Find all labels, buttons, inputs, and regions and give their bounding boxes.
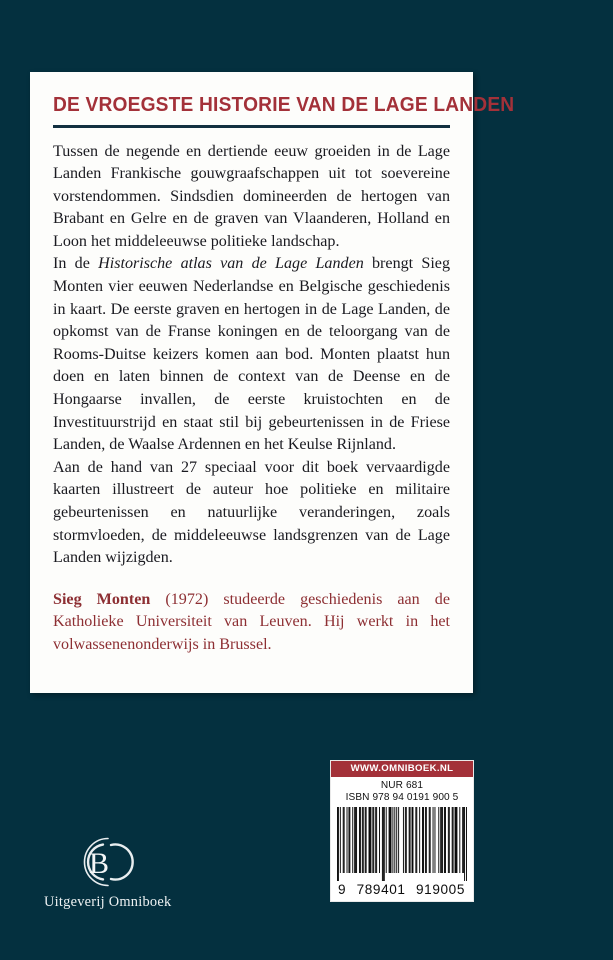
ean13-barcode-bars <box>337 807 467 881</box>
title-underline-rule <box>53 125 450 128</box>
barcode-block <box>330 760 474 902</box>
author-bio-text: (1972) studeerde geschiedenis aan de Katholieke Universiteit van Leuven. Hij werkt in het volwassenenonderwijs in Brussel. <box>53 590 450 653</box>
barcode-digit-group1: 789401 <box>356 882 406 898</box>
text-run: brengt Sieg Monten vier eeuwen Nederlandse en Belgische geschiedenis in kaart. De eerste graven en hertogen in de Lage Landen, de opkomst van de Franse koningen en de teloorgang van de Rooms-Duitse keizers komen aan bod. Monten plaatst hun doen en laten binnen de context van de Deense en de Hongaarse invallen, de eerste kruistochten en de Investituurstrijd en staat stil bij gebeurtenissen in de Friese Landen, de Waalse Ardennen en het Keulse Rijnland. <box>53 255 450 454</box>
barcode-digit-group2: 919005 <box>416 882 465 898</box>
book-title-italic: Historische atlas van de Lage Landen <box>98 255 364 273</box>
blurb-paragraph-1 <box>53 141 450 254</box>
omniboek-website-banner[interactable]: WWW.OMNIBOEK.NL <box>331 761 473 777</box>
omniboek-circle-b-logo-icon <box>62 833 134 891</box>
blurb-paragraph-3 <box>53 457 450 570</box>
author-bio <box>53 589 450 657</box>
author-name: Sieg Monten <box>53 590 151 608</box>
barcode-digit-left: 9 <box>338 882 347 898</box>
barcode-inner <box>331 777 473 901</box>
text-run: Aan de hand van 27 speciaal voor dit boek vervaardigde kaarten illustreert de auteur hoe politieke en militaire gebeurtenissen en natuurlijke veranderingen, zoals stormvloeden, de middeleeuwse landsgrenzen van de Lage Landen wijzigden. <box>53 458 450 567</box>
text-run: In de <box>53 255 99 273</box>
back-cover-text-card <box>30 72 515 693</box>
barcode-digits <box>337 882 467 897</box>
nur-code: NUR 681 <box>380 780 424 792</box>
logo-letter-b: B <box>88 847 110 880</box>
page-title: DE VROEGSTE HISTORIE VAN DE LAGE LANDEN <box>53 93 515 116</box>
publisher-logo-block <box>44 833 204 911</box>
publisher-name: Uitgeverij Omniboek <box>44 894 172 910</box>
isbn-code: ISBN 978 94 0191 900 5 <box>345 792 459 804</box>
text-run: Tussen de negende en dertiende eeuw groeiden in de Lage Landen Frankische gouwgraafschappen uit tot soevereine vorstendommen. Sindsdien domineerden de hertogen van Brabant en Gelre en de graven van Vlaanderen, Holland en Loon het middeleeuwse politieke landschap. <box>53 142 450 250</box>
blurb-paragraph-2 <box>53 253 450 456</box>
blurb-text-block <box>53 141 450 570</box>
